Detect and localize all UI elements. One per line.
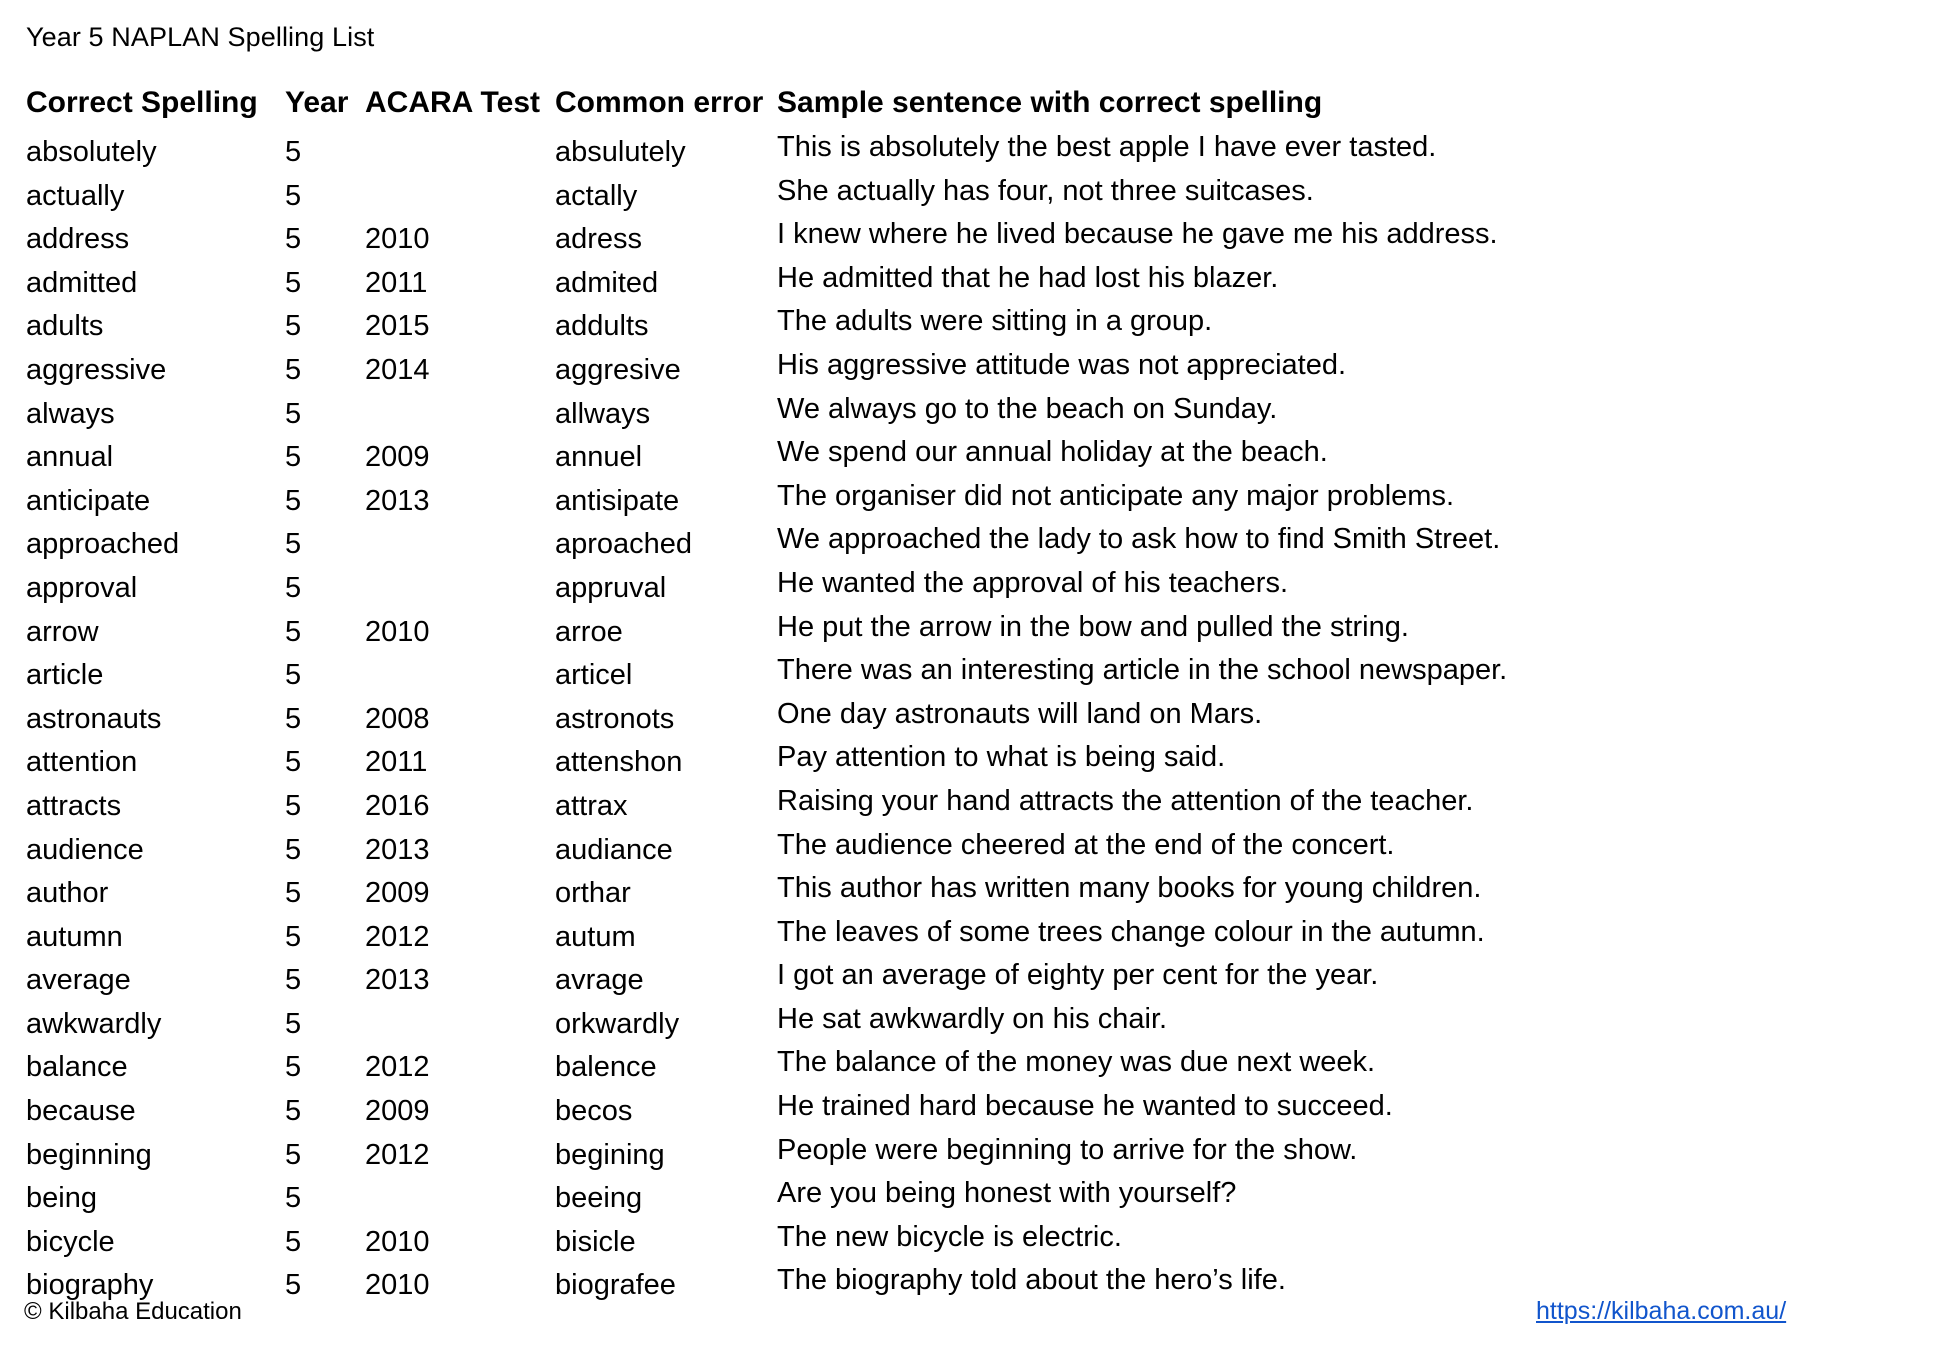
cell-acara-test: 2010 [365,1225,430,1258]
cell-year: 5 [285,266,302,299]
column-header-year: Year [285,86,349,119]
cell-acara-test: 2011 [365,266,428,299]
cell-acara-test: 2011 [365,746,428,779]
cell-common-error: biografee [555,1269,676,1302]
column-header-sample-sentence: Sample sentence with correct spelling [777,86,1323,119]
cell-acara-test [365,1184,555,1228]
cell-common-error: attrax [555,789,628,822]
cell-sample-sentence: We always go to the beach on Sunday. [777,392,1278,425]
cell-common-error: articel [555,659,633,692]
column-header-acara-test: ACARA Test [365,86,541,119]
cell-year: 5 [285,920,302,953]
cell-acara-test: 2010 [365,1269,430,1302]
cell-acara-test: 2016 [365,789,430,822]
cell-year: 5 [285,789,302,822]
cell-correct-spelling: address [26,223,130,256]
page-title: Year 5 NAPLAN Spelling List [26,22,375,52]
cell-acara-test [365,661,555,705]
cell-sample-sentence: We spend our annual holiday at the beach. [777,436,1328,469]
cell-sample-sentence: Are you being honest with yourself? [777,1177,1237,1210]
cell-year: 5 [285,1182,302,1215]
cell-common-error: orthar [555,877,631,910]
cell-year: 5 [285,1007,302,1040]
cell-acara-test: 2009 [365,877,430,910]
cell-common-error: bisicle [555,1225,636,1258]
cell-acara-test: 2012 [365,1138,430,1171]
cell-correct-spelling: beginning [26,1138,152,1171]
cell-correct-spelling: absolutely [26,136,157,168]
cell-correct-spelling: article [26,659,104,692]
cell-sample-sentence: This author has written many books for young children. [777,872,1482,905]
cell-year: 5 [285,615,302,648]
cell-sample-sentence: The balance of the money was due next week. [777,1046,1376,1079]
cell-correct-spelling: actually [26,179,125,212]
cell-acara-test: 2010 [365,615,430,648]
cell-common-error: addults [555,310,649,343]
cell-sample-sentence: This is absolutely the best apple I have ever tasted. [777,131,1437,163]
cell-correct-spelling: author [26,877,109,910]
cell-correct-spelling: autumn [26,920,123,953]
cell-correct-spelling: approval [26,571,138,604]
cell-acara-test: 2013 [365,964,430,997]
footer-copyright: © Kilbaha Education [24,1298,242,1325]
cell-correct-spelling: biography [26,1269,154,1302]
cell-year: 5 [285,659,302,692]
cell-common-error: actally [555,179,638,212]
cell-common-error: admited [555,266,659,299]
cell-sample-sentence: The leaves of some trees change colour in the autumn. [777,915,1485,948]
cell-year: 5 [285,1051,302,1084]
cell-year: 5 [285,571,302,604]
cell-common-error: audiance [555,833,673,866]
cell-acara-test: 2015 [365,310,430,343]
footer-website-link[interactable]: https://kilbaha.com.au/ [1536,1297,1787,1325]
cell-sample-sentence: People were beginning to arrive for the show. [777,1133,1358,1166]
cell-acara-test: 2010 [365,223,430,256]
cell-correct-spelling: adults [26,310,104,343]
cell-year: 5 [285,310,302,343]
cell-common-error: antisipate [555,484,680,517]
cell-correct-spelling: astronauts [26,702,162,735]
cell-acara-test [365,574,555,618]
cell-year: 5 [285,353,302,386]
cell-sample-sentence: He put the arrow in the bow and pulled the string. [777,610,1409,643]
cell-sample-sentence: She actually has four, not three suitcases. [777,174,1314,207]
cell-year: 5 [285,1095,302,1128]
cell-common-error: appruval [555,571,667,604]
cell-sample-sentence: The organiser did not anticipate any major problems. [777,479,1455,512]
cell-correct-spelling: because [26,1095,136,1128]
cell-correct-spelling: balance [26,1051,128,1084]
cell-common-error: aproached [555,528,693,561]
cell-common-error: allways [555,397,651,430]
cell-correct-spelling: admitted [26,266,138,299]
cell-correct-spelling: attention [26,746,138,779]
spelling-list-table [26,88,1826,1315]
cell-year: 5 [285,179,302,212]
cell-year: 5 [285,1269,302,1302]
cell-acara-test: 2013 [365,833,430,866]
cell-common-error: balence [555,1051,657,1084]
cell-common-error: aggresive [555,353,681,386]
cell-acara-test: 2014 [365,353,430,386]
cell-sample-sentence: The new bicycle is electric. [777,1220,1122,1253]
cell-common-error: attenshon [555,746,683,779]
cell-acara-test: 2009 [365,441,430,474]
cell-common-error: absulutely [555,136,686,168]
cell-acara-test [365,400,555,444]
cell-year: 5 [285,1138,302,1171]
cell-year: 5 [285,223,302,256]
cell-correct-spelling: approached [26,528,180,561]
cell-correct-spelling: bicycle [26,1225,115,1258]
cell-acara-test [365,1010,555,1054]
cell-common-error: beeing [555,1182,643,1215]
cell-sample-sentence: The biography told about the hero’s life. [777,1264,1286,1297]
cell-correct-spelling: attracts [26,789,122,822]
table-body [26,131,1826,1315]
cell-acara-test: 2008 [365,702,430,735]
cell-sample-sentence: I got an average of eighty per cent for the year. [777,959,1379,992]
cell-acara-test [365,530,555,574]
cell-acara-test [365,138,555,182]
cell-sample-sentence: I knew where he lived because he gave me his address. [777,218,1498,251]
cell-correct-spelling: aggressive [26,353,167,386]
cell-sample-sentence: He trained hard because he wanted to succeed. [777,1090,1393,1123]
cell-acara-test [365,182,555,226]
cell-common-error: orkwardly [555,1007,680,1040]
cell-acara-test: 2009 [365,1095,430,1128]
cell-year: 5 [285,484,302,517]
cell-common-error: becos [555,1095,633,1128]
column-header-common-error: Common error [555,86,764,119]
cell-correct-spelling: always [26,397,115,430]
cell-correct-spelling: annual [26,441,114,474]
cell-acara-test: 2013 [365,484,430,517]
cell-year: 5 [285,833,302,866]
cell-correct-spelling: anticipate [26,484,151,517]
cell-sample-sentence: The audience cheered at the end of the concert. [777,828,1395,861]
cell-sample-sentence: He wanted the approval of his teachers. [777,566,1289,599]
cell-correct-spelling: arrow [26,615,99,648]
cell-year: 5 [285,136,302,168]
cell-correct-spelling: average [26,964,131,997]
cell-common-error: avrage [555,964,644,997]
cell-correct-spelling: being [26,1182,97,1215]
cell-acara-test: 2012 [365,920,430,953]
cell-sample-sentence: The adults were sitting in a group. [777,305,1213,338]
cell-sample-sentence: His aggressive attitude was not appreciated. [777,348,1347,381]
column-header-correct-spelling: Correct Spelling [26,86,258,119]
cell-common-error: annuel [555,441,643,474]
cell-sample-sentence: We approached the lady to ask how to find Smith Street. [777,523,1501,556]
cell-common-error: begining [555,1138,665,1171]
cell-year: 5 [285,1225,302,1258]
cell-common-error: autum [555,920,636,953]
cell-sample-sentence: Pay attention to what is being said. [777,741,1226,774]
cell-year: 5 [285,441,302,474]
cell-acara-test: 2012 [365,1051,430,1084]
cell-sample-sentence: He admitted that he had lost his blazer. [777,261,1279,294]
cell-year: 5 [285,746,302,779]
cell-year: 5 [285,964,302,997]
cell-year: 5 [285,877,302,910]
cell-year: 5 [285,397,302,430]
cell-common-error: astronots [555,702,675,735]
cell-year: 5 [285,702,302,735]
cell-common-error: adress [555,223,643,256]
cell-sample-sentence: One day astronauts will land on Mars. [777,697,1263,730]
cell-year: 5 [285,528,302,561]
cell-sample-sentence: There was an interesting article in the school newspaper. [777,654,1508,687]
cell-sample-sentence: Raising your hand attracts the attention of the teacher. [777,784,1474,817]
cell-sample-sentence: He sat awkwardly on his chair. [777,1002,1168,1035]
cell-common-error: arroe [555,615,623,648]
cell-correct-spelling: audience [26,833,144,866]
cell-correct-spelling: awkwardly [26,1007,162,1040]
